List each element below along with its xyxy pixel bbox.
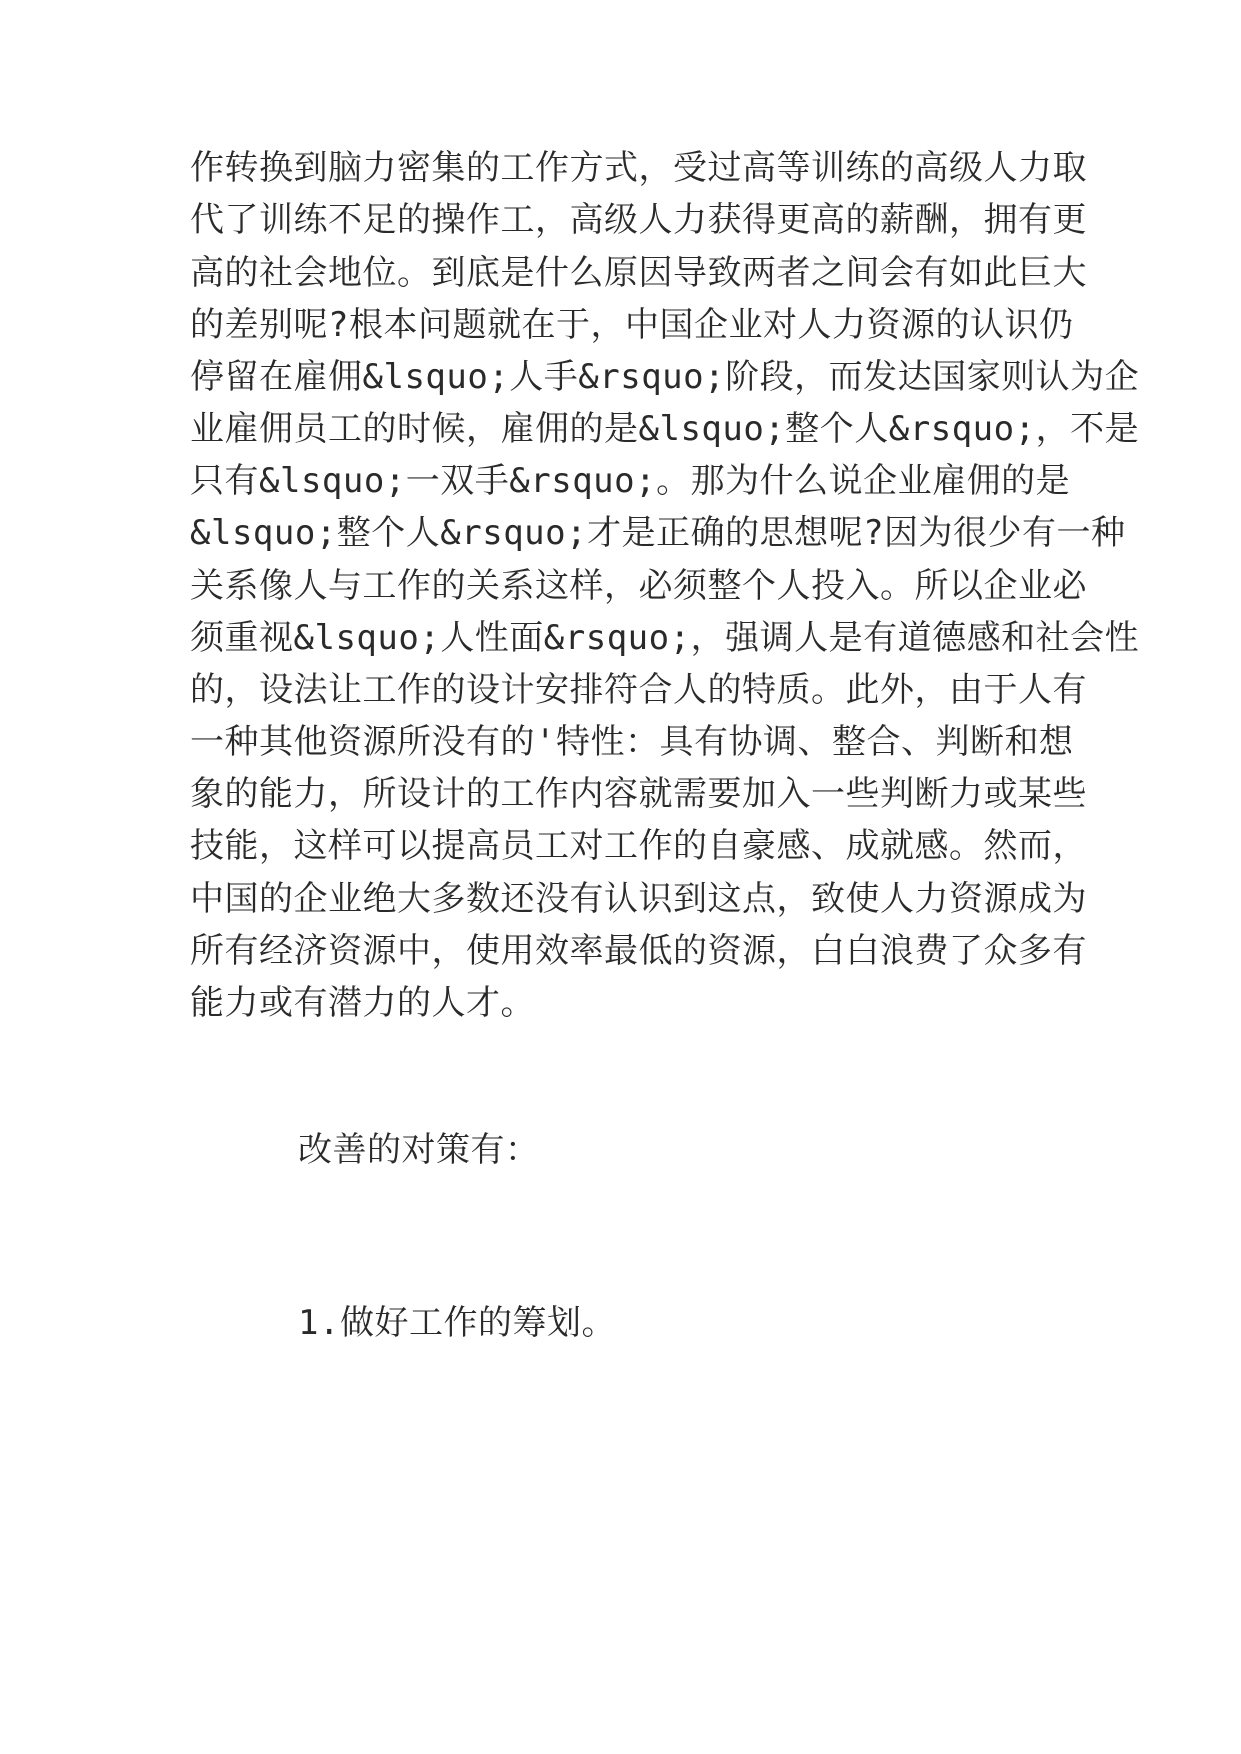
paragraph-line: 作转换到脑力密集的工作方式，受过高等训练的高级人力取 [190,148,1087,188]
paragraph-line: 的差别呢?根本问题就在于，中国企业对人力资源的认识仍 [190,305,1074,345]
paragraph-line: 只有&lsquo;一双手&rsquo;。那为什么说企业雇佣的是 [190,461,1071,501]
paragraph-line: 一种其他资源所没有的'特性：具有协调、整合、判断和想 [190,722,1074,762]
paragraph-line: 高的社会地位。到底是什么原因导致两者之间会有如此巨大 [190,253,1087,293]
paragraph-line: 业雇佣员工的时候，雇佣的是&lsquo;整个人&rsquo;，不是 [190,409,1140,449]
list-item: 1.做好工作的筹划。 [298,1303,616,1343]
paragraph-line: 所有经济资源中，使用效率最低的资源，白白浪费了众多有 [190,931,1087,971]
paragraph-line: 技能，这样可以提高员工对工作的自豪感、成就感。然而， [190,826,1087,866]
paragraph-line: 停留在雇佣&lsquo;人手&rsquo;阶段，而发达国家则认为企 [190,357,1140,397]
section-heading: 改善的对策有： [298,1130,540,1170]
paragraph-line: 代了训练不足的操作工，高级人力获得更高的薪酬，拥有更 [190,200,1087,240]
paragraph-line: 须重视&lsquo;人性面&rsquo;，强调人是有道德感和社会性 [190,618,1140,658]
paragraph-line: 象的能力，所设计的工作内容就需要加入一些判断力或某些 [190,774,1087,814]
paragraph-line: 的，设法让工作的设计安排符合人的特质。此外，由于人有 [190,670,1087,710]
paragraph-line: 关系像人与工作的关系这样，必须整个人投入。所以企业必 [190,566,1087,606]
paragraph-line: &lsquo;整个人&rsquo;才是正确的思想呢?因为很少有一种 [190,513,1126,553]
paragraph-line: 能力或有潜力的人才。 [190,983,535,1023]
paragraph-line: 中国的企业绝大多数还没有认识到这点，致使人力资源成为 [190,879,1087,919]
